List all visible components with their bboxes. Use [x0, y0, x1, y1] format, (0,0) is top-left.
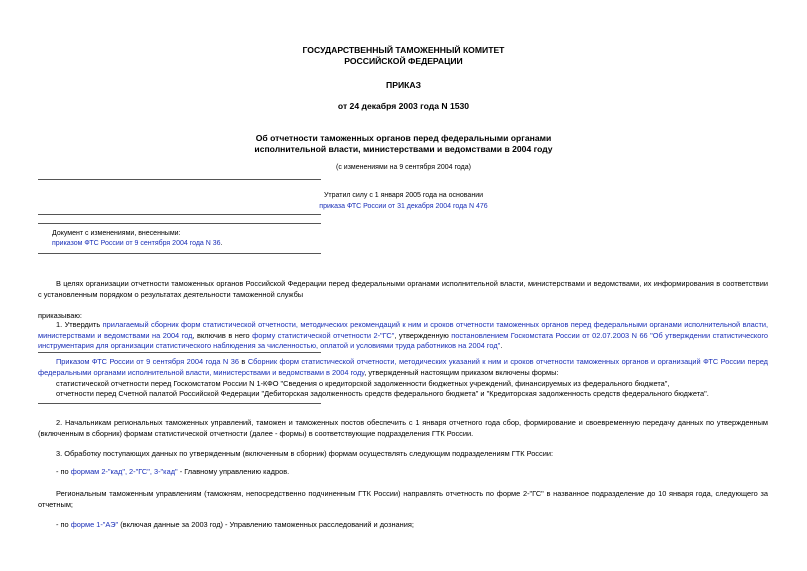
- amend-collection-link[interactable]: Сборник форм статистической отчетности, методических указаний к ним и сроков отчетности таможенных органов и организаций ФТС России перед федеральными органами исполнительной власти, министерствами и ведомствами в 2004 году: [38, 357, 768, 377]
- amendment-note: (с изменениями на 9 сентября 2004 года): [336, 164, 471, 171]
- goskomstat-resolution-link[interactable]: постановлением Госкомстата России от 02.07.2003 N 66 "Об утверждении статистического инструментария для организации статистического наблюдения за численностью, оплатой и условиями труда работников на 2004 год": [38, 330, 769, 350]
- doc-type: ПРИКАЗ: [386, 80, 421, 90]
- divider: [38, 223, 321, 224]
- form-2gs-link[interactable]: форму статистической отчетности 2-"ГС": [252, 330, 395, 340]
- preamble: В целях организации отчетности таможенных органов Российской Федерации перед федеральными органами исполнительной власти, министерствами и ведомствами, их информирования в соответствии с установленным порядком о результатах деятельности таможенной службы: [38, 279, 768, 299]
- divider: [38, 253, 321, 254]
- collection-link[interactable]: прилагаемый сборник форм статистической отчетности, методических рекомендаций к ним и сроков отчетности таможенных органов перед федеральными органами исполнительной власти, министерствами и ведомствами на 2004 год: [38, 320, 769, 340]
- divider: [38, 179, 321, 180]
- amendment-paragraph: Приказом ФТС России от 9 сентября 2004 года N 36 в Сборник форм статистической отчетности, методических указаний к ним и сроков отчетности таможенных органов и организаций ФТС России перед федеральными органами исполнительной власти, министерствами и ведомствами в 2004 году, утвержденный настоящим приказом включены формы:: [38, 357, 768, 377]
- list-item-1: - по формам 2-"кад", 2-"ГС", 3-"кад" - Главному управлению кадров.: [56, 467, 290, 476]
- paragraph-1: 1. Утвердить прилагаемый сборник форм статистической отчетности, методических рекомендаций к ним и сроков отчетности таможенных органов перед федеральными органами исполнительной власти, министерствами и ведомствами на 2004 год, включив в него форму статистической отчетности 2-"ГС", утвержденную постановлением Госкомстата России от 02.07.2003 N 66 "Об утверждении статистического инструментария для организации статистического наблюдения за численностью, оплатой и условиями труда работников на 2004 год".: [38, 320, 769, 350]
- divider: [38, 214, 321, 215]
- org-name-line2: РОССИЙСКОЙ ФЕДЕРАЦИИ: [344, 56, 463, 66]
- changes-link[interactable]: приказом ФТС России от 9 сентября 2004 года N 36: [52, 240, 221, 247]
- list-item-2: - по форме 1-"АЭ" (включая данные за 2003 год) - Управлению таможенных расследований и дознания;: [56, 520, 414, 529]
- changes-line: приказом ФТС России от 9 сентября 2004 года N 36.: [52, 240, 223, 247]
- paragraph-4: Региональным таможенным управлениям (таможням, непосредственно подчиненным ГТК России) направлять отчетность по форме 2-"ГС" в названное подразделение до 10 января года, следующего за отчетным;: [38, 489, 768, 509]
- paragraph-2: 2. Начальникам региональных таможенных управлений, таможен и таможенных постов обеспечить с 1 января отчетного года сбор, формирование и своевременную передачу данных по утвержденным (включенным в сборник) формам статистической отчетности (далее - формы) в соответствующие подразделения ГТК России.: [38, 418, 768, 438]
- amend-item-2: отчетности перед Счетной палатой Российской Федерации "Дебиторская задолженность средств федерального бюджета" и "Кредиторская задолженность средств федерального бюджета".: [56, 389, 709, 398]
- divider: [38, 403, 321, 404]
- org-name-line1: ГОСУДАРСТВЕННЫЙ ТАМОЖЕННЫЙ КОМИТЕТ: [302, 45, 505, 55]
- amend-item-1: статистической отчетности перед Госкомстатом России N 1-КФО "Сведения о кредиторской задолженности бюджетных учреждений, финансируемых из федерального бюджета",: [56, 379, 670, 388]
- doc-date: от 24 декабря 2003 года N 1530: [337, 101, 470, 111]
- divider: [38, 352, 321, 353]
- repeal-text: Утратил силу с 1 января 2005 года на основании: [323, 192, 484, 199]
- amend-order-link[interactable]: Приказом ФТС России от 9 сентября 2004 года N 36: [56, 357, 239, 366]
- repeal-link[interactable]: приказа ФТС России от 31 декабря 2004 года N 476: [319, 203, 488, 210]
- paragraph-3: 3. Обработку поступающих данных по утвержденным (включенным в сборник) формам осуществлять следующим подразделениям ГТК России:: [56, 449, 554, 458]
- doc-title-line1: Об отчетности таможенных органов перед федеральными органами: [255, 133, 552, 143]
- changes-label: Документ с изменениями, внесенными:: [52, 230, 181, 237]
- doc-title-line2: исполнительной власти, министерствами и ведомствами в 2004 году: [254, 144, 553, 154]
- order-word: приказываю:: [38, 311, 82, 320]
- form-1ae-link[interactable]: форме 1-"АЭ": [70, 520, 119, 529]
- forms-kad-link[interactable]: формам 2-"кад", 2-"ГС", 3-"кад": [70, 467, 178, 476]
